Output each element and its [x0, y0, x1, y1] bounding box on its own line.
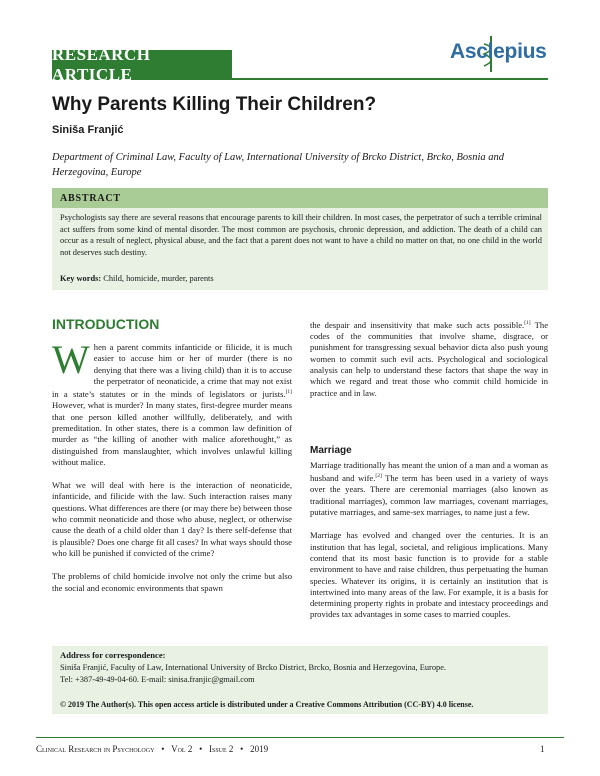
- page-number: 1: [540, 744, 545, 754]
- citation-ref: [2]: [375, 473, 382, 480]
- marriage-paragraph-2: Marriage has evolved and changed over the centuries. It is an institution that has legal, societal, and religious implications. Many contend that its most basic function is to provide for a stable environment to have and raise children, thus perpetuating the human species. Whatever its origins, it is certainly an institution that is intertwined into many areas of the law. For example, it is a basis for determining property rights in probate and intestacy proceedings and provides tax advantages in some cases to married couples.: [310, 530, 548, 620]
- keywords-list: Child, homicide, murder, parents: [103, 274, 214, 283]
- left-column: [52, 337, 292, 594]
- year: 2019: [250, 744, 269, 754]
- abstract-text: Psychologists say there are several reasons that encourage parents to kill their children. In most cases, the perpetrator of such a terrible criminal act suffers from some kind of mental disorder. The most common are psychosis, chronic depression, and addiction. The death of a child can occur as a result of neglect, physical abuse, and the fact that a parent does not want to have a child no matter on that, no one child in the world not deserves such destiny.: [60, 213, 542, 257]
- intro-paragraph-3: The problems of child homicide involve not only the crime but also the social and economic environments that spawn: [52, 571, 292, 593]
- keywords-label: Key words:: [60, 274, 102, 283]
- intro-paragraph-2: What we will deal with here is the interaction of neonaticide, infanticide, and filicide with the law. Such interaction raises many questions. What differences are there (or may there be) between those who commit neonaticide and those who abuse, neglect, or otherwise cause the death of a child older than 1 day? Is there self-defense that is plausible? Does one charge fit all cases? In what ways should those who kill be punished if convicted of the crime?: [52, 480, 292, 558]
- intro-paragraph-1: When a parent commits infanticide or filicide, it is much easier to accuse him or her of murder (there is no denying that there was a living child) than it is to accuse the perpetrator of neonaticide, a crime that may not exist in a state’s statutes or in the minds of legislators or jurists.[1] However, what is murder? In many states, first-degree murder means that one person killed another willfully, deliberately, and with premeditation. In other states, there is a common law definition of murder as “the killing of another with malice aforethought,” as distinguished from manslaughter, which involves unlawful killing without malice.: [52, 337, 292, 467]
- author-affiliation: Department of Criminal Law, Faculty of Law, International University of Brcko District, Brcko, Bosnia and Herzegovina, Europe: [52, 152, 505, 178]
- marriage-heading: Marriage: [310, 445, 352, 456]
- header-divider: [232, 78, 548, 80]
- correspondence-address: Siniša Franjić, Faculty of Law, International University of Brcko District, Brcko, Bosnia and Herzegovina, Europe.: [60, 663, 447, 672]
- right-column: [310, 318, 548, 399]
- volume: Vol 2: [171, 744, 193, 754]
- correspondence-box: [52, 646, 548, 714]
- footer-divider: [36, 737, 564, 738]
- drop-cap: W: [52, 337, 90, 382]
- publisher-logo: [444, 34, 550, 74]
- journal-footer: Clinical Research in Psychology • Vol 2 • Issue 2 • 2019: [36, 744, 269, 754]
- marriage-section: [310, 460, 548, 621]
- citation-ref: [1]: [524, 320, 531, 326]
- publisher-logo-text: Asclepius: [450, 40, 547, 63]
- issue: Issue 2: [209, 744, 234, 754]
- license-statement: © 2019 The Author(s). This open access article is distributed under a Creative Commons Attribution (CC-BY) 4.0 license.: [60, 700, 474, 709]
- correspondence-heading: Address for correspondence:: [60, 650, 166, 660]
- introduction-heading: INTRODUCTION: [52, 316, 160, 332]
- citation-ref: [1]: [285, 389, 292, 396]
- keywords: [60, 274, 214, 283]
- journal-name: Clinical Research in Psychology: [36, 744, 155, 754]
- abstract-heading: ABSTRACT: [52, 188, 548, 208]
- intro-paragraph-3-continued: the despair and insensitivity that make such acts possible.[1] The codes of the communities that involve shame, disgrace, or punishment for transgressing sexual behavior dicta also push young women to commit such evil acts. Psychological and sociological analysis can help to understand these factors that shape the way in which we regard and treat those who commit child homicide in practice and in law.: [310, 319, 549, 398]
- marriage-paragraph-1: Marriage traditionally has meant the union of a man and a woman as husband and wife.[2] The term has been used in a variety of ways over the years. There are ceremonial marriages (also known as traditional marriages), common law marriages, covenant marriages, putative marriages, and same-sex marriages, to name just a few.: [310, 460, 548, 518]
- author-name: Siniša Franjić: [52, 124, 124, 136]
- correspondence-contact: Tel: +387-49-49-04-60. E-mail: sinisa.franjic@gmail.com: [60, 675, 255, 684]
- article-type-banner: RESEARCH ARTICLE: [52, 50, 232, 80]
- abstract-box: [52, 188, 548, 290]
- article-title: Why Parents Killing Their Children?: [52, 94, 377, 115]
